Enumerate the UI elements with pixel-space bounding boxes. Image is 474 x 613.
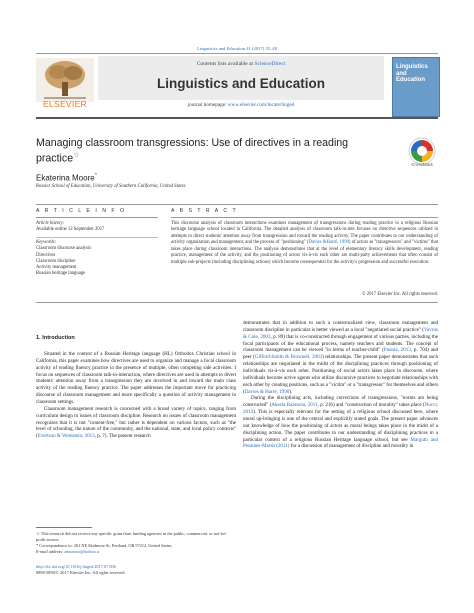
- journal-homepage-line: [98, 102, 384, 108]
- citation-link[interactable]: Davies &Harré, 1990: [308, 240, 349, 246]
- journal-reference[interactable]: Linguistics and Education 41 (2017) 35–48: [197, 46, 277, 51]
- article-info-heading: A R T I C L E I N F O: [36, 208, 127, 214]
- sciencedirect-link[interactable]: ScienceDirect: [254, 61, 286, 67]
- paragraph-text: ).: [289, 388, 293, 395]
- footnote-correspondence: * Correspondence to: 201 NE Skidmore St, Portland, OR 97212, United States.: [36, 542, 173, 548]
- article-history-label: Article history:: [36, 221, 65, 226]
- paragraph: [243, 395, 438, 450]
- abstract-body: [171, 221, 438, 266]
- keyword: Classroom discourse analysis: [36, 246, 92, 252]
- abstract-rule: [171, 217, 438, 218]
- keyword: Classroom discipline: [36, 258, 76, 264]
- cover-title: Linguistics and Education: [396, 64, 428, 84]
- email-label: E-mail address:: [36, 548, 64, 554]
- abstract-heading: A B S T R A C T: [171, 208, 238, 214]
- article-info-rule: [36, 217, 158, 218]
- citation-link[interactable]: Gifford-Smith & Brownell, 2003: [254, 354, 323, 361]
- rights-line: 0898-5898/© 2017 Elsevier Inc. All rights reserved.: [36, 570, 126, 576]
- email-link[interactable]: ansumoo@hotbox.u: [64, 548, 100, 554]
- paragraph-text: demonstrates that in addition to such a contextualized view, classroom management and classroom discipline in particular is better viewed as a local "negotiated social practice" (: [243, 320, 438, 333]
- crossmark-icon[interactable]: [408, 137, 436, 165]
- article-history-value: Available online 12 September 2017: [36, 227, 105, 233]
- elsevier-tree-logo-icon: [36, 58, 94, 102]
- abstract-text: This discourse analysis of classroom interactions examines management of transgressions during reading practice in a religious Russian heritage language school located in California. The detailed analysis of classroom talk-in-inte focuses on directive sequences utilized in attempts to direct students' attention away from transgression and toward the reading activity. The paper contributes to our understanding of activity organization and management, and the process of "positioning" (: [171, 221, 438, 246]
- citation-link[interactable]: Evertson & Weinstein, 2013: [37, 433, 95, 440]
- footnote-email: [36, 549, 236, 555]
- footnote-funding: ☆ This research did not receive any specific grant from funding agencies in the public, commercial, or not-for-profit sectors.: [36, 531, 227, 542]
- paragraph-text: , p. 216) and "construction of morality" takes place (: [317, 402, 425, 409]
- contents-prefix: Contents lists available at: [196, 61, 254, 67]
- article-title: [36, 136, 376, 167]
- citation-link[interactable]: Margutti and Pesaines-Marsh (2011): [243, 436, 438, 450]
- paragraph-text: Classroom management research is concerned with a broad variety of topics, ranging from curriculum design to issues of classroom discipline. Research on issues of classroom management recognizes that it is not "content-free," but rather is dependent on various factors, such as "the level of schooling, the nature of the community, and the national, state, and local policy contexts" (: [36, 405, 236, 440]
- history-divider: [36, 237, 158, 238]
- footnote-rule: [36, 527, 92, 528]
- paragraph-text: , p. 7). The present research: [94, 433, 151, 440]
- paragraph-text: , p. 89) that is co-constructed through engagement of various parties, including the focal participants of the educational process, namely teachers and students. The concept of classroom management can be viewed "in terms of teacher-child" (: [243, 333, 438, 354]
- journal-title: Linguistics and Education: [156, 76, 325, 91]
- journal-cover-thumbnail[interactable]: [392, 57, 440, 117]
- citation-link[interactable]: Paonta, 2013: [383, 347, 411, 354]
- footnotes: [36, 531, 236, 555]
- doi-block: [36, 564, 236, 576]
- citation-link[interactable]: Davies & Harré, 1990: [244, 388, 290, 395]
- article-history: [36, 221, 158, 234]
- citation-link[interactable]: Aksela Raaesola, 2011: [271, 402, 318, 409]
- keywords-label: Keywords:: [36, 240, 57, 245]
- author-mark[interactable]: *: [94, 173, 98, 179]
- abstract-text: ) of actors as "transgressors" and "victims" that takes place during classroom interactions. The analysis demonstrates that at the level of elementary literacy skills development, reading practice, management of the activity, and the positioning of actors vis-à-vis each other are multi-party achievements that often consist of multiple sub-projects (including disciplining actions) which become consequential for the activity's progression and successful execution.: [171, 240, 438, 265]
- author-name[interactable]: Ekaterina Moore: [36, 173, 95, 183]
- left-column-body: [36, 351, 236, 440]
- header-bottom-rule: [36, 117, 438, 119]
- homepage-link[interactable]: www.elsevier.com/locate/linged: [227, 102, 295, 108]
- contents-line: [98, 61, 384, 67]
- keyword: Activity management: [36, 265, 77, 271]
- author-line: [36, 173, 97, 183]
- paragraph: [243, 320, 438, 395]
- doi-link[interactable]: http://dx.doi.org/10.1016/j.linged.2017.07.006: [36, 564, 116, 569]
- paragraph-text: , p. 704) and peer (: [243, 347, 438, 361]
- paragraph: Situated in the context of a Russian Heritage language (HL) Orthodox Christian school in California, this paper examines how directives are used to organize and manage a focal classroom activity of reading fluency practice in the presence of multiple, often competing side activities. I focus on sequences of classroom talk-in-interaction, where directives are used in attempts to divert students' attention away from a transgression they are involved in and toward the main class activity of the reading fluency practice. The paper addresses the important move for practicing discourse of classroom management and more specifically a question of activity management in classroom settings.: [36, 351, 236, 406]
- citation-link[interactable]: Nucci, 2013: [243, 402, 438, 416]
- info-top-rule: [36, 204, 438, 205]
- keyword: Directives: [36, 252, 56, 258]
- paragraph-text: ) relationships. The present paper demonstrates that such relationships are negotiated in the midst of the disciplining practices through positioning of individuals vis-à-vis each other. Positioning of social actors takes place in discourse, where individuals become active agents who utilize discursive practices to negotiate relationships with each other by creating positions, such as a "victim" or a "transgressor" for themselves and others (: [243, 354, 438, 395]
- title-footnote-marker[interactable]: ☆: [73, 152, 80, 160]
- author-affiliation: Rossier School of Education, University of Southern California, United States: [36, 184, 186, 189]
- citation-link[interactable]: Vavrus & Cole, 2002: [243, 326, 438, 340]
- paragraph-text: for a discussion of management of discipline and morality in: [289, 443, 414, 450]
- section-heading-introduction: 1. Introduction: [36, 335, 75, 341]
- article-title-text: Managing classroom transgressions: Use of directives in a reading practice: [36, 137, 349, 165]
- right-column-body: [243, 320, 438, 450]
- elsevier-wordmark: ELSEVIER: [43, 99, 87, 109]
- crossmark-label: CrossMark: [411, 162, 433, 167]
- paragraph-text: During the disciplining acts, including corrections of transgressions, "norms are being constructed" (: [243, 395, 438, 409]
- paragraph-text: ). This is especially relevant for the setting of a religious school discussed here, where moral up-bringing is one of the central and explicitly stated goals. The present paper advances our knowledge of how the positioning of actors as moral beings takes place in the midst of a disciplining action. The paper contributes to our understanding of disciplining practices in a particular context of a religious Russian Heritage language school, but see: [243, 409, 438, 443]
- paragraph: [36, 406, 236, 440]
- keyword: Russian heritage language: [36, 271, 86, 277]
- copyright-line: © 2017 Elsevier Inc. All rights reserved.: [362, 292, 438, 297]
- keywords-block: [36, 240, 158, 278]
- abstract-bottom-rule: [36, 302, 438, 303]
- header-top-rule: [36, 53, 438, 54]
- homepage-prefix: journal homepage:: [187, 102, 227, 108]
